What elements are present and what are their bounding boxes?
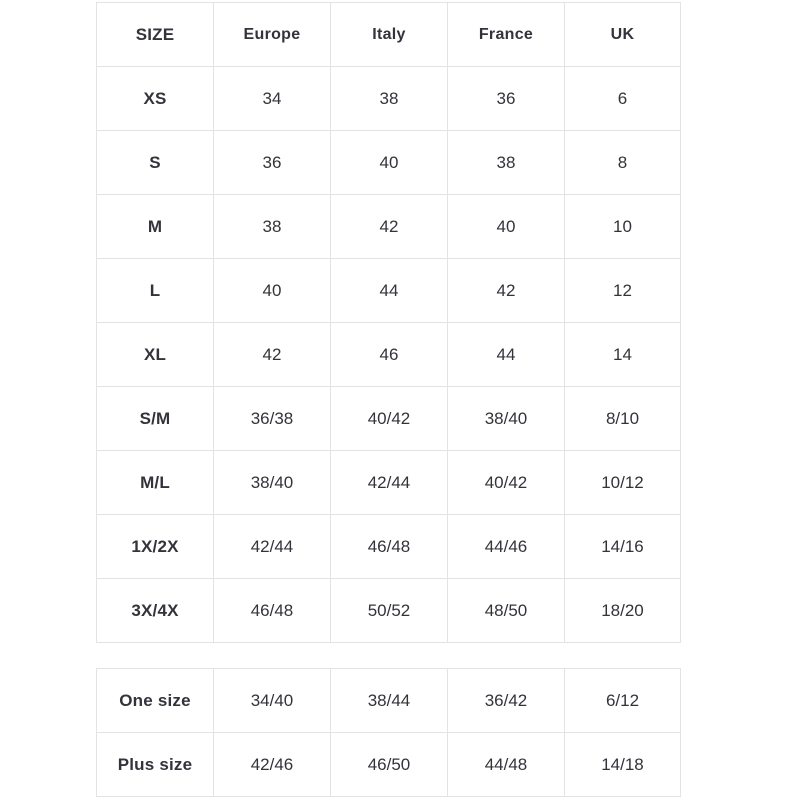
cell-italy: 42	[331, 195, 448, 259]
cell-italy: 46/50	[331, 733, 448, 797]
cell-uk: 10/12	[565, 451, 681, 515]
cell-italy: 40	[331, 131, 448, 195]
cell-france: 44/46	[448, 515, 565, 579]
cell-italy: 38/44	[331, 669, 448, 733]
table-row	[97, 67, 681, 131]
column-header-size: SIZE	[97, 3, 214, 67]
cell-france: 38	[448, 131, 565, 195]
table-header-row	[97, 3, 681, 67]
table-row	[97, 515, 681, 579]
cell-italy: 38	[331, 67, 448, 131]
main-table-body	[97, 67, 681, 643]
cell-uk: 8/10	[565, 387, 681, 451]
row-label: XS	[97, 67, 214, 131]
row-label: 1X/2X	[97, 515, 214, 579]
table-row	[97, 323, 681, 387]
cell-europe: 34/40	[214, 669, 331, 733]
cell-italy: 40/42	[331, 387, 448, 451]
cell-france: 42	[448, 259, 565, 323]
cell-france: 40	[448, 195, 565, 259]
row-label: S	[97, 131, 214, 195]
table-row	[97, 195, 681, 259]
cell-europe: 38/40	[214, 451, 331, 515]
table-row	[97, 451, 681, 515]
cell-france: 40/42	[448, 451, 565, 515]
cell-italy: 42/44	[331, 451, 448, 515]
table-row	[97, 387, 681, 451]
cell-europe: 40	[214, 259, 331, 323]
cell-uk: 6/12	[565, 669, 681, 733]
cell-uk: 14/16	[565, 515, 681, 579]
cell-uk: 12	[565, 259, 681, 323]
cell-europe: 36	[214, 131, 331, 195]
secondary-size-table-wrapper	[96, 668, 680, 797]
main-table-header	[97, 3, 681, 67]
cell-france: 44/48	[448, 733, 565, 797]
table-row	[97, 733, 681, 797]
row-label: L	[97, 259, 214, 323]
cell-italy: 46	[331, 323, 448, 387]
cell-france: 36/42	[448, 669, 565, 733]
cell-uk: 14/18	[565, 733, 681, 797]
cell-europe: 38	[214, 195, 331, 259]
cell-france: 44	[448, 323, 565, 387]
row-label: M	[97, 195, 214, 259]
cell-france: 36	[448, 67, 565, 131]
cell-europe: 42/44	[214, 515, 331, 579]
cell-europe: 34	[214, 67, 331, 131]
cell-uk: 8	[565, 131, 681, 195]
column-header-uk: UK	[565, 3, 681, 67]
table-row	[97, 131, 681, 195]
cell-france: 38/40	[448, 387, 565, 451]
secondary-size-table	[96, 668, 681, 797]
column-header-france: France	[448, 3, 565, 67]
main-size-table	[96, 2, 681, 643]
table-row	[97, 669, 681, 733]
cell-uk: 14	[565, 323, 681, 387]
row-label: XL	[97, 323, 214, 387]
main-size-table-wrapper	[96, 2, 680, 643]
column-header-italy: Italy	[331, 3, 448, 67]
cell-uk: 18/20	[565, 579, 681, 643]
row-label: M/L	[97, 451, 214, 515]
cell-europe: 42	[214, 323, 331, 387]
row-label: 3X/4X	[97, 579, 214, 643]
row-label: One size	[97, 669, 214, 733]
cell-italy: 46/48	[331, 515, 448, 579]
cell-europe: 42/46	[214, 733, 331, 797]
row-label: Plus size	[97, 733, 214, 797]
secondary-table-body	[97, 669, 681, 797]
cell-uk: 6	[565, 67, 681, 131]
cell-europe: 46/48	[214, 579, 331, 643]
cell-uk: 10	[565, 195, 681, 259]
cell-france: 48/50	[448, 579, 565, 643]
table-row	[97, 259, 681, 323]
row-label: S/M	[97, 387, 214, 451]
cell-italy: 50/52	[331, 579, 448, 643]
table-row	[97, 579, 681, 643]
cell-italy: 44	[331, 259, 448, 323]
cell-europe: 36/38	[214, 387, 331, 451]
column-header-europe: Europe	[214, 3, 331, 67]
